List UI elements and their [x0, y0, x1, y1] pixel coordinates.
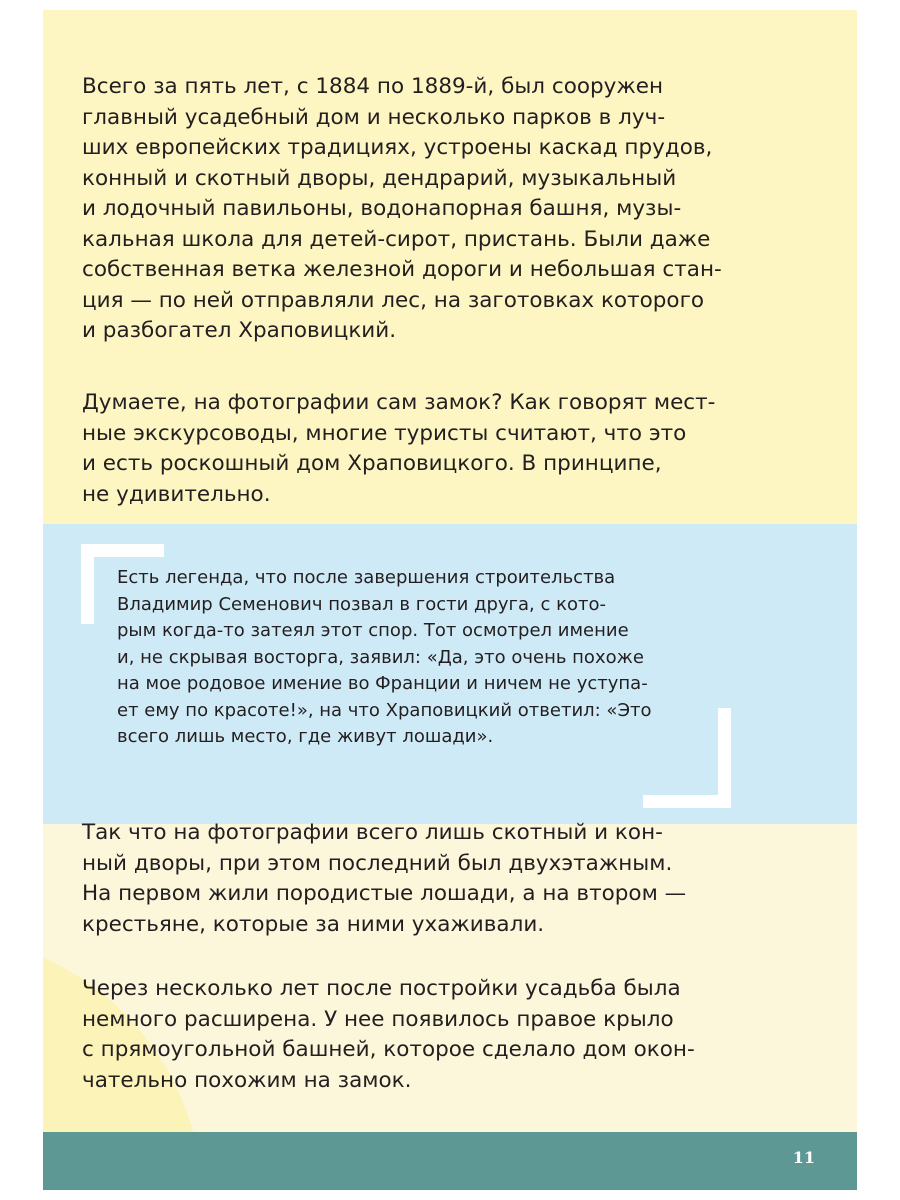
- paragraph-4: [82, 974, 732, 1096]
- paragraph-2: [82, 388, 732, 510]
- page-number: 11: [792, 1148, 815, 1167]
- quote-bracket-bottom-right-horizontal: [643, 795, 731, 808]
- paragraph-3: [82, 818, 732, 940]
- footer-band: [43, 1132, 857, 1190]
- quote-bracket-top-left-horizontal: [81, 544, 164, 557]
- paragraph-1: [82, 72, 732, 347]
- paragraph-3-text: Так что на фотографии всего лишь скотный и кон- ный дворы, при этом последний был двухэтажным. На первом жили породистые лошади, а на втором — крестьяне, которые за ними ухаживали.: [82, 820, 687, 937]
- paragraph-2-text: Думаете, на фотографии сам замок? Как говорят мест- ные экскурсоводы, многие туристы считают, что это и есть роскошный дом Храповицкого. В принципе, не удивительно.: [82, 390, 716, 507]
- quote-bracket-bottom-right-vertical: [718, 708, 731, 808]
- quote-text: Есть легенда, что после завершения строительства Владимир Семенович позвал в гости друга, с кото- рым когда-то затеял этот спор. Тот осмотрел имение и, не скрывая восторга, заявил: «Да, это очень похоже на мое родовое имение во Франции и ничем не уступа- ет ему по красоте!», на что Храповицкий ответил: «Это всего лишь место, где живут лошади».: [117, 567, 652, 747]
- paragraph-1-text: Всего за пять лет, с 1884 по 1889-й, был сооружен главный усадебный дом и несколько парков в луч- ших европейских традициях, устроены каскад прудов, конный и скотный дворы, дендрарий, музыкальный и лодочный павильоны, водонапорная башня, музы- кальная школа для детей-сирот, пристань. Были даже собственная ветка железной дороги и небольшая стан- ция — по ней отправляли лес, на заготовках которого и разбогател Храповицкий.: [82, 74, 722, 343]
- paragraph-4-text: Через несколько лет после постройки усадьба была немного расширена. У нее появилось правое крыло с прямоугольной башней, которое сделало дом окон- чательно похожим на замок.: [82, 976, 695, 1093]
